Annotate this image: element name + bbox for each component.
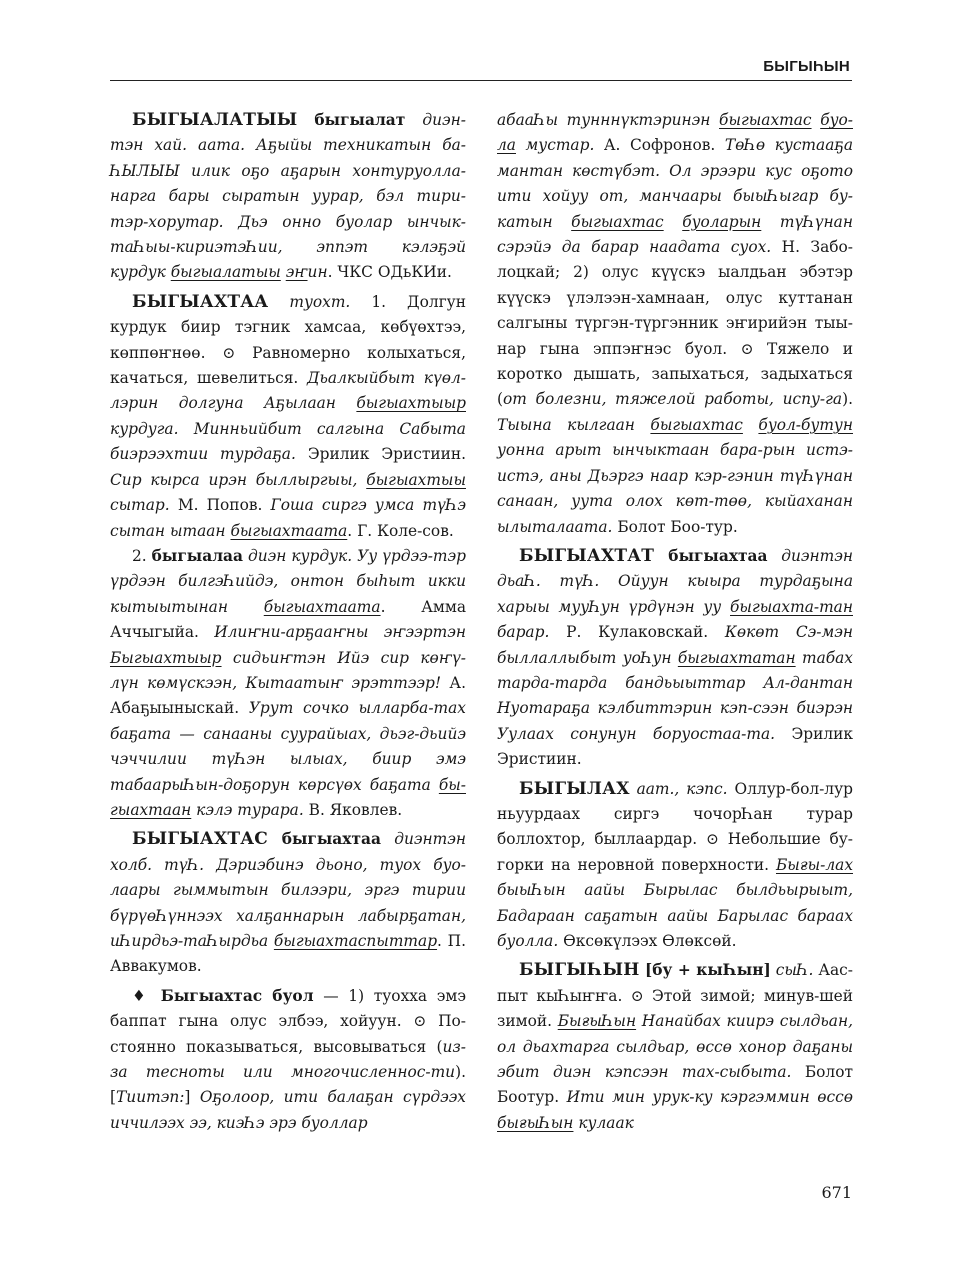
example-text: Сир кырса ирэн быллыргыы, [110, 470, 367, 489]
entry-bygyakhtas [110, 827, 466, 979]
entry-bygyakhtaa [110, 290, 466, 544]
example-word: эҥ [285, 263, 308, 282]
source-ref: Болот Боо-тур. [612, 517, 738, 536]
definition-text: 1. Долгун курдук биир тэгник хамсаа, көбүөхтээ, көппөҥнөө. ⊙ Равномерно колыхаться, качаться, шевелиться. [110, 292, 466, 388]
source-ref: В. Яковлев. [303, 800, 403, 819]
headword: БЫГЫАЛАТЫЫ [132, 110, 298, 130]
source-ref: Эрилик Эристиин. [295, 445, 467, 464]
example-text: ин [307, 263, 328, 282]
definition-text: диэн-тэн хай. аата. Аҕыйы техникатын ба-ҺЫЛЫЫ илик оҕо аҕарын хонтуруолла-нарга бары сыратын уурар, бэл тири-тэр-хорутар. Дьэ онно буолар ынчык-таҺыы-кириэтэҺии, эппэт кэлэҕэй курдук [110, 111, 466, 282]
source-ref: А. Софронов. [594, 136, 725, 155]
headword: БЫГЫҺЫН [519, 960, 640, 981]
entry-bygyhyn [497, 958, 853, 1136]
page-number: 671 [821, 1183, 852, 1202]
definition-text: Оллур-бол-лур ньуурдаах сиргэ чочорҺан турар боллохтор, быллаардар. ⊙ Небольшие бу-горки на неровной поверхности. [497, 779, 853, 874]
running-header [110, 58, 852, 81]
example-word: бы-гыахтаан [110, 775, 466, 819]
grammar-ref: быгыахтаа [267, 830, 381, 849]
definition-text: Аас-пыт кыҺыҥҥа. ⊙ Этой зимой; минув-шей зимой. [497, 961, 854, 1031]
entry-bygyalatyy [110, 108, 466, 286]
definition-text: ] [184, 1088, 200, 1107]
example-word: бығыҺын [497, 1113, 574, 1132]
example-text: сидьиҥтэн Ийэ сир көҥү-лүн көмүскээн, Кытаатыҥ эрэттээр! [110, 648, 466, 692]
grammar-ref: быгыалат [314, 111, 406, 129]
example-word: быгыахтыы [366, 470, 466, 489]
entry-bygyakhtas-buol [110, 984, 466, 1136]
phrase-headword: ♦ Быгыахтас буол [132, 986, 314, 1005]
example-text: Нанайбах киирэ сылдьан, ол дьахтарга сылдьар, өссө хонор даҕаны эбит диэн кэпсээн тах-сыбыта. [497, 1012, 854, 1082]
definition-text: Н. Забо-лоцкай; 2) олус күүскэ ыалдьан эбэтэр күүскэ үлэлээн-хамнаан, олус куттанан салгыны түргэн-түргэнник эҥирийэн тыы-нар гына эппэҥнэс буол. ⊙ Тяжело и коротко дышать, запыхаться, задыхаться ( [497, 238, 853, 409]
example-text: кэлэ турара. [191, 800, 304, 819]
etymology: [бу + кыҺын] [639, 961, 771, 980]
source-ref: М. Попов. [169, 496, 271, 515]
source-ref: . Амма Аччыгыйа. [110, 597, 466, 642]
example-word: буоларын [682, 212, 762, 231]
example-word: Бығы-лах [775, 855, 853, 874]
entry-bygyakhtas-buol-continued [497, 108, 853, 540]
example-text: диэн курдук. Уу үрдээ-тэр үрдээн билгэҺийдэ, онтон быһыт икки кытыытынан [110, 546, 467, 616]
example-text: курдуга. Минньийбит салгына Сабыта биэрээхтии турдаҕа. [110, 419, 466, 464]
example-text: абааҺы тунннүктэринэн [497, 111, 720, 129]
example-word: Быгыахтыыр [110, 648, 222, 667]
headword: БЫГЫАХТАТ [519, 545, 655, 566]
example-text: Оҕолоор, ити балаҕан сүрдээх иччилээх ээ, киэҺэ эрэ буоллар [110, 1088, 466, 1132]
example-text: табах тарда-тарда бандьыыттар Ал-дантан Нуотараҕа кэлбиттэрин кэп-сээн биэрэн Уулаах сонунун боруостаа-та. [497, 648, 853, 743]
example-word: быгыахтаата [263, 597, 381, 616]
headword: БЫГЫАХТАС [132, 829, 268, 850]
pos-label: сыҺ. [770, 961, 814, 980]
pos-label: аат., кэпс. [629, 779, 728, 798]
grammar-ref: быгыалаа [151, 546, 243, 565]
source-ref: . ЧКС ОДьКИи. [327, 263, 452, 282]
source-ref: Эрилик Эристиин. [497, 724, 853, 769]
example-word: быгыахтас [719, 111, 812, 129]
example-text: сытар. [110, 496, 170, 515]
definition-text: ). [842, 390, 853, 409]
example-text: Көкөт Сэ-мэн быллаллыбыт уоҺун [497, 623, 854, 667]
gloss-note: из-за тесноты или многочисленнос-ти [110, 1037, 466, 1082]
example-text: Илиҥни-арҕааҥны эҥээртэн [214, 623, 466, 642]
grammar-ref: быгыахтаа [654, 546, 768, 565]
spacer [743, 416, 759, 434]
headword: БЫГЫАХТАА [132, 291, 269, 312]
definition-text: ). [ [110, 1063, 466, 1107]
example-word: быгыахтас [571, 212, 664, 231]
example-word: быгыахтаата [230, 521, 348, 540]
example-text: барар. [497, 623, 550, 642]
example-word: быгыахтатан [677, 648, 796, 667]
example-text: Урут сочко ылларба-тах баҕата — санааны суурайыах, дьэг-дьийэ чэччилии түҺэн ылыах, биир эмэ табаарыҺын-доҕорун көрсүөх баҕата [110, 699, 466, 794]
entry-bygyakhtat [497, 544, 853, 773]
example-word: быгыахтыыр [356, 394, 466, 413]
example-text: ТөҺө кустааҕа мантан көстүбэт. Ол эрээри кус оҕото ити хойуу от, манчаары быыҺыгар бу-катын [497, 136, 854, 231]
left-column [110, 108, 466, 1136]
example-word: буол-бутун [758, 415, 853, 434]
example-text: быыҺын аайы Бырылас былдьырыыт, Бадараан саҕатын аайы Барылас бараах буолла. [497, 881, 853, 950]
source-ref: . Г. Коле-сов. [347, 521, 454, 540]
pos-label: туохт. [268, 292, 351, 311]
example-text: Тыына кылгаан [497, 415, 651, 434]
example-text: мустар. [515, 136, 595, 155]
example-text: түҺүнан сэрэйэ да барар наадата суох. [497, 212, 853, 257]
example-word: быгыахта-тан [730, 597, 853, 616]
example-text: уонна арыт ынчыктаан бара-рын истэ-истэ, аны Дьэргэ наар кэр-гэнин түҺүнан санаан, уута олох көт-төө, кыйаханан ылыталаата. [497, 441, 853, 536]
gloss-note: Тиитэп: [116, 1088, 185, 1107]
example-text: Гоша сиргэ умса түҺэ сытан ытаан [110, 496, 466, 540]
spacer [812, 111, 821, 129]
example-text: Дьалкыйбыт күөл-лэрин долгуна Аҕылаан [110, 369, 466, 413]
example-text: кулаак [573, 1113, 634, 1132]
source-ref: . П. Аввакумов. [110, 932, 466, 976]
definition-text: — 1) туохха эмэ баппат гына олус элбээ, хойуун. ⊙ По-стоянно показываться, высовываться ( [110, 986, 466, 1056]
example-word: БығыҺын [557, 1012, 637, 1031]
source-ref: А. Абаҕыыныскай. [110, 673, 466, 718]
running-header-title: БЫГЫҺЫН [763, 58, 850, 75]
entry-bygylakh [497, 777, 853, 955]
entry-bygyakhtaa-sense-2 [110, 544, 466, 823]
source-ref: Өксөкүлээх Өлөксөй. [558, 932, 737, 950]
gloss-note: от болезни, тяжелой работы, испу-га [503, 390, 843, 409]
example-text: диэнтэн холб. түҺ. Дэриэбинэ дьоно, туох буо-лаары гыммытын билээри, эргэ тирии бүрүөҺүннээх халҕаннарын лабырҕатан, иҺирдьэ-таҺырдьа [110, 830, 467, 950]
example-word: быгыалатыы [170, 263, 281, 282]
source-ref: Болот Боотур. [497, 1063, 853, 1107]
example-text: Ити мин урук-ку кэргэммин өссө [566, 1088, 853, 1107]
headword: БЫГЫЛАХ [519, 778, 630, 799]
example-text: диэнтэн дьаҺ. түҺ. Ойуун кыыра турдаҕына харыы мууҺун үрдүнэн уу [497, 546, 854, 616]
spacer [664, 213, 683, 231]
source-ref: Р. Кулаковскай. [549, 623, 725, 642]
example-word: быгыахтас [650, 415, 743, 434]
example-word: быгыахтаспыттар [273, 932, 438, 950]
right-column [497, 108, 853, 1136]
sense-number: 2. [132, 546, 152, 565]
example-word: буо-ла [497, 111, 853, 155]
